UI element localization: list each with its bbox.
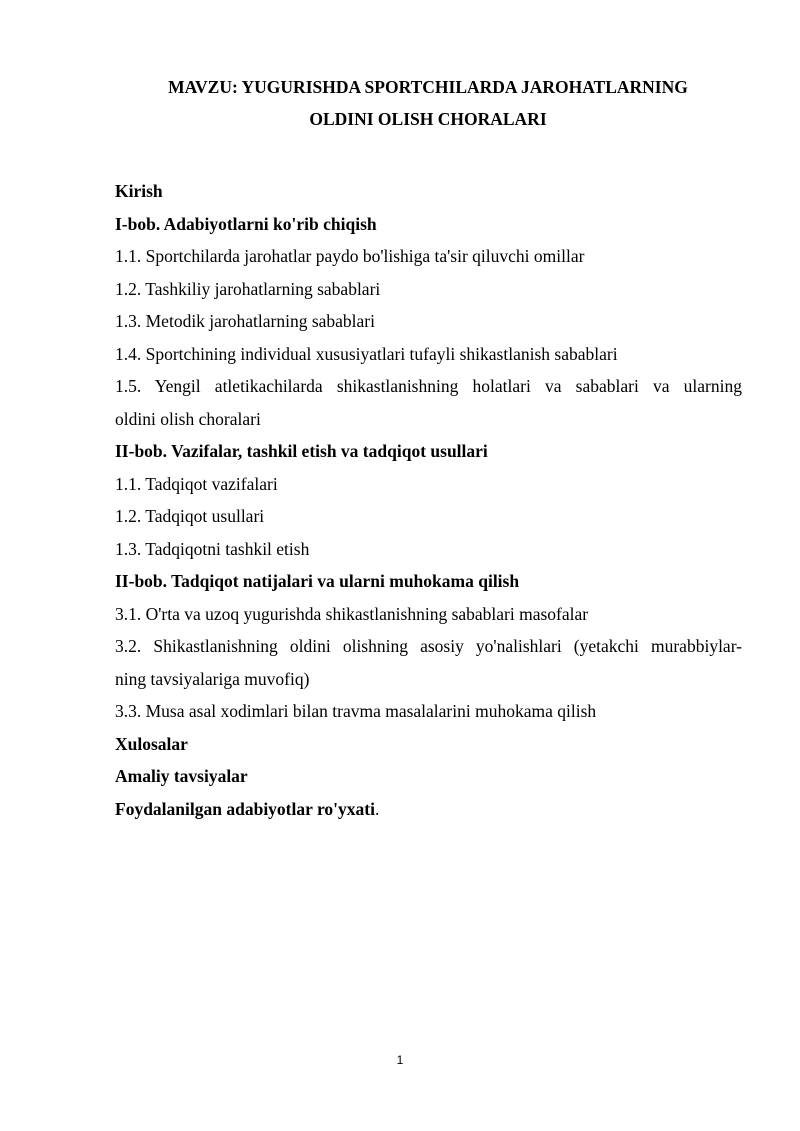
toc-item: 1.1. Tadqiqot vazifalari <box>115 473 278 494</box>
toc-references: Foydalanilgan adabiyotlar ro'yxati <box>115 798 375 819</box>
table-of-contents <box>115 175 742 825</box>
toc-item-3-2-line-2: ning tavsiyalariga muvofiq) <box>115 668 310 689</box>
toc-intro: Kirish <box>115 181 163 201</box>
toc-item: 1.2. Tadqiqot usullari <box>115 506 265 526</box>
toc-chapter-3-title: II-bob. Tadqiqot natijalari va ularni muhokama qilish <box>115 571 520 591</box>
toc-item: 1.1. Sportchilarda jarohatlar paydo bo'lishiga ta'sir qiluvchi omillar <box>115 246 585 266</box>
page-number: 1 <box>396 1053 404 1067</box>
toc-recommendations: Amaliy tavsiyalar <box>115 766 248 786</box>
toc-item-3-2-line-1: 3.2. Shikastlanishning oldini olishning asosiy yo'nalishlari (yetakchi murabbiylar- <box>115 636 742 656</box>
toc-item: 1.2. Tashkiliy jarohatlarning sabablari <box>115 278 381 299</box>
toc-item: 3.3. Musa asal xodimlari bilan travma masalalarini muhokama qilish <box>115 701 597 721</box>
toc-item-1-5-line-1: 1.5. Yengil atletikachilarda shikastlanishning holatlari va sabablari va ularning <box>115 376 742 396</box>
toc-chapter-1-title: I-bob. Adabiyotlarni ko'rib chiqish <box>115 213 377 234</box>
toc-references-period: . <box>374 798 380 819</box>
toc-item: 1.3. Metodik jarohatlarning sabablari <box>115 311 375 331</box>
toc-item: 3.1. O'rta va uzoq yugurishda shikastlanishning sabablari masofalar <box>115 603 589 624</box>
toc-chapter-2-title: II-bob. Vazifalar, tashkil etish va tadqiqot usullari <box>115 441 488 461</box>
toc-item: 1.4. Sportchining individual xususiyatlari tufayli shikastlanish sabablari <box>115 343 618 364</box>
document-title-line-1: MAVZU: YUGURISHDA SPORTCHILARDA JAROHATLARNING <box>168 77 688 97</box>
toc-conclusions: Xulosalar <box>115 733 188 754</box>
document-title-line-2: OLDINI OLISH CHORALARI <box>309 109 547 129</box>
toc-item-1-5-line-2: oldini olish choralari <box>115 408 261 429</box>
toc-references-entry <box>115 793 742 826</box>
toc-item: 1.3. Tadqiqotni tashkil etish <box>115 538 310 559</box>
